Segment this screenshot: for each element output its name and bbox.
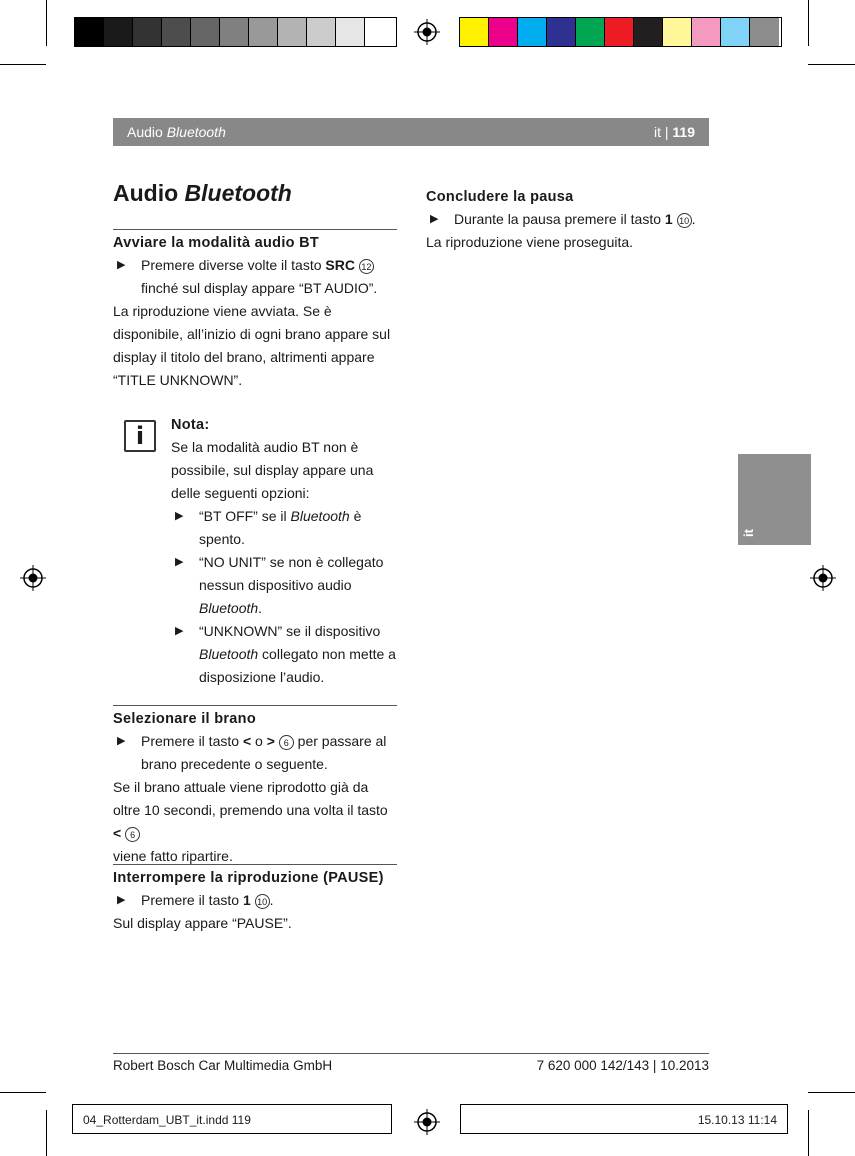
callout-number: 12 <box>359 259 374 274</box>
language-tab-label: it <box>741 529 756 537</box>
color-swatch <box>576 18 605 46</box>
note-text: collegato non mette a disposizione l’audio. <box>199 646 396 685</box>
note-box <box>171 414 397 689</box>
bullet-triangle-icon: ▶ <box>175 625 184 637</box>
section-heading: Interrompere la riproduzione (PAUSE) <box>113 870 384 886</box>
color-swatch <box>75 18 104 46</box>
registration-mark-icon <box>810 565 836 591</box>
instruction-step <box>426 208 710 231</box>
bullet-triangle-icon: ▶ <box>117 894 126 906</box>
prev-key-icon: < <box>113 825 122 841</box>
note-italic: Bluetooth <box>199 600 259 616</box>
color-swatch <box>721 18 750 46</box>
step-text: . <box>269 892 274 908</box>
callout-number: 10 <box>677 213 692 228</box>
prev-key-icon: < <box>242 733 252 749</box>
color-swatch <box>489 18 518 46</box>
color-bar <box>459 17 782 47</box>
crop-mark <box>808 1092 855 1093</box>
instruction-step <box>113 730 397 776</box>
registration-mark-icon <box>414 19 440 45</box>
crop-mark <box>808 0 809 46</box>
footer-docnum: 7 620 000 142/143 | 10.2013 <box>536 1058 709 1073</box>
color-swatch <box>191 18 220 46</box>
section-heading: Selezionare il brano <box>113 711 256 727</box>
color-swatch <box>663 18 692 46</box>
color-swatch <box>104 18 133 46</box>
paragraph: La riproduzione viene avviata. Se è disponibile, all’inizio di ogni brano appare sul display il titolo del brano, altrimenti appare “TITLE UNKNOWN”. <box>113 303 391 388</box>
crop-mark <box>0 1092 46 1093</box>
slug-file-text: 04_Rotterdam_UBT_it.indd 119 <box>83 1113 251 1127</box>
color-swatch <box>365 18 394 46</box>
key-label: 1 <box>664 211 673 227</box>
header-section: Audio <box>127 124 163 140</box>
color-swatch <box>249 18 278 46</box>
crop-mark <box>808 64 855 65</box>
note-text: “BT OFF” se il <box>199 508 291 524</box>
key-label: 1 <box>242 892 251 908</box>
color-swatch <box>692 18 721 46</box>
page-title <box>113 180 292 207</box>
step-text: Premere diverse volte il tasto <box>141 257 326 273</box>
step-text: . <box>691 211 696 227</box>
color-swatch <box>307 18 336 46</box>
color-swatch <box>336 18 365 46</box>
title-plain: Audio <box>113 180 179 206</box>
color-swatch <box>750 18 779 46</box>
step-text: Durante la pausa premere il tasto <box>454 211 665 227</box>
instruction-step <box>113 889 397 912</box>
note-text: . <box>258 600 263 616</box>
section-select-track <box>113 708 397 868</box>
header-section-italic: Bluetooth <box>166 124 226 140</box>
slug-date <box>460 1104 788 1134</box>
title-italic: Bluetooth <box>184 180 292 206</box>
color-swatch <box>162 18 191 46</box>
section-heading: Concludere la pausa <box>426 189 574 205</box>
section-heading: Avviare la modalità audio BT <box>113 235 320 251</box>
paragraph-text: viene fatto ripartire. <box>113 848 233 864</box>
step-text: o <box>251 733 267 749</box>
slug-date-text: 15.10.13 11:14 <box>697 1113 777 1127</box>
registration-mark-icon <box>20 565 46 591</box>
color-swatch <box>518 18 547 46</box>
color-swatch <box>605 18 634 46</box>
color-swatch <box>278 18 307 46</box>
section-divider <box>113 864 397 865</box>
instruction-step <box>113 254 397 300</box>
paragraph: Sul display appare “PAUSE”. <box>113 915 292 931</box>
footer-company: Robert Bosch Car Multimedia GmbH <box>113 1058 333 1073</box>
bullet-triangle-icon: ▶ <box>175 556 184 568</box>
bullet-triangle-icon: ▶ <box>430 213 439 225</box>
info-icon: i <box>124 420 156 452</box>
crop-mark <box>46 1110 47 1156</box>
note-heading: Nota: <box>171 417 210 433</box>
page-number: 119 <box>672 124 695 140</box>
section-divider <box>113 705 397 706</box>
section-pause <box>113 867 397 935</box>
color-swatch <box>133 18 162 46</box>
language-tab <box>738 454 811 545</box>
paragraph <box>113 776 397 868</box>
callout-number: 10 <box>255 894 270 909</box>
footer-divider <box>113 1053 709 1054</box>
grayscale-bar <box>74 17 397 47</box>
note-italic: Bluetooth <box>290 508 350 524</box>
note-intro: Se la modalità audio BT non è possibile, sul display appare una delle seguenti opzioni: <box>171 439 374 501</box>
section-resume <box>426 186 710 254</box>
crop-mark <box>46 0 47 46</box>
step-text: finché sul display appare “BT AUDIO”. <box>141 280 378 296</box>
callout-number: 6 <box>125 827 140 842</box>
next-key-icon: > <box>266 733 275 749</box>
note-text: è spento. <box>199 508 362 547</box>
color-swatch <box>460 18 489 46</box>
page-header <box>113 118 709 146</box>
note-italic: Bluetooth <box>199 646 259 662</box>
section-start-bt <box>113 232 397 392</box>
color-swatch <box>634 18 663 46</box>
note-item <box>171 551 397 620</box>
step-text: Premere il tasto <box>141 892 243 908</box>
section-divider <box>113 229 397 230</box>
callout-number: 6 <box>279 735 294 750</box>
note-text: “UNKNOWN” se il dispositivo <box>199 623 381 639</box>
step-text: per passare al brano precedente o seguente. <box>141 733 387 772</box>
header-separator: | <box>664 124 669 140</box>
color-swatch <box>220 18 249 46</box>
bullet-triangle-icon: ▶ <box>117 735 126 747</box>
paragraph-text: Se il brano attuale viene riprodotto già da oltre 10 secondi, premendo una volta il tasto <box>113 779 388 818</box>
registration-mark-icon <box>414 1109 440 1135</box>
key-label: SRC <box>325 257 355 273</box>
crop-mark <box>0 64 46 65</box>
paragraph: La riproduzione viene proseguita. <box>426 234 634 250</box>
step-text: Premere il tasto <box>141 733 243 749</box>
slug-file <box>72 1104 392 1134</box>
bullet-triangle-icon: ▶ <box>175 510 184 522</box>
header-lang: it <box>653 124 661 140</box>
color-swatch <box>547 18 576 46</box>
note-item <box>171 505 397 551</box>
note-text: “NO UNIT” se non è collegato nessun dispositivo audio <box>199 554 384 593</box>
note-item <box>171 620 397 689</box>
bullet-triangle-icon: ▶ <box>117 259 126 271</box>
crop-mark <box>808 1110 809 1156</box>
